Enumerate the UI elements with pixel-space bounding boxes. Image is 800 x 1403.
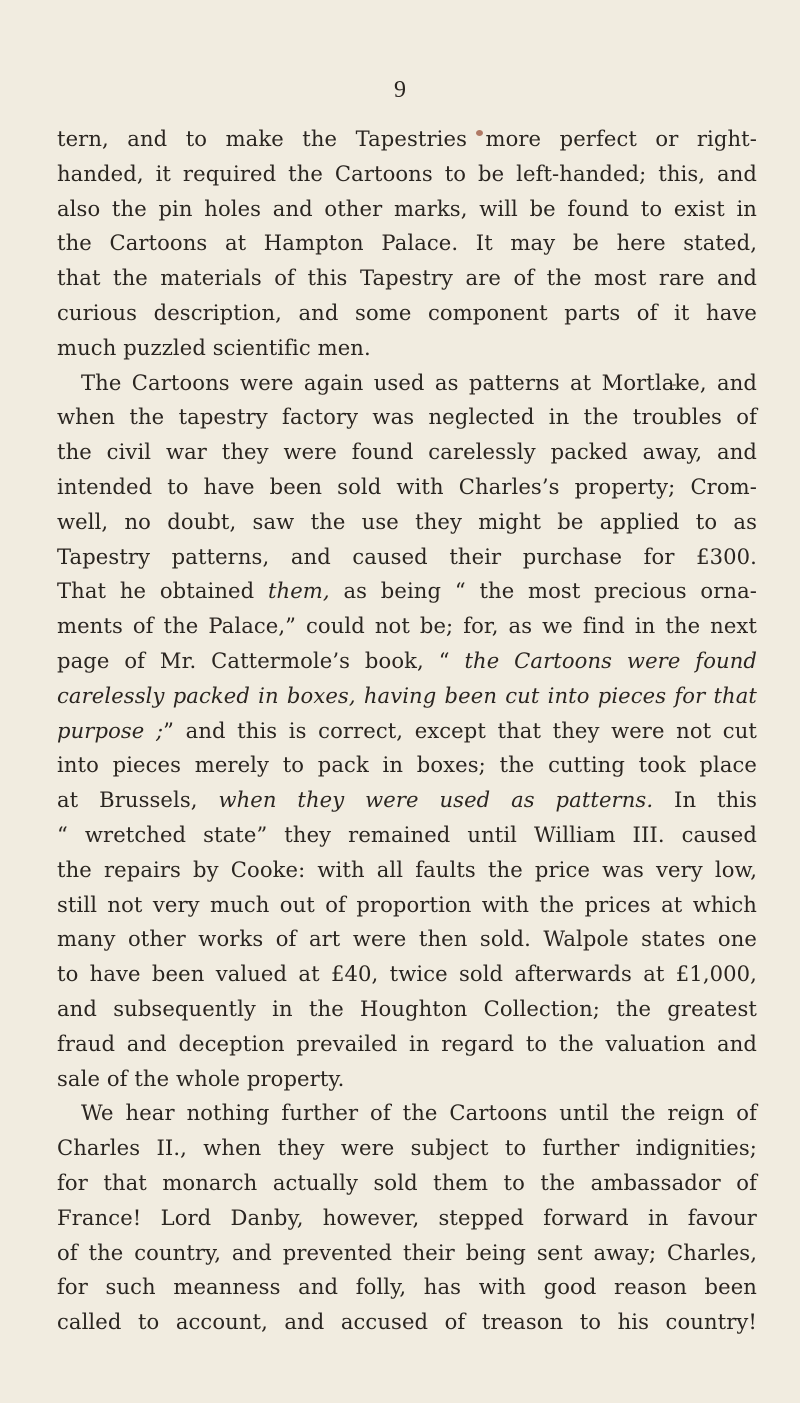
- text-line: purpose ;” and this is correct, except that they were not cut: [57, 717, 757, 743]
- text-line: France! Lord Danby, however, stepped forward in favour: [57, 1204, 757, 1230]
- text-line: also the pin holes and other marks, will be found to exist in: [57, 195, 757, 221]
- text-line: sale of the whole property.: [57, 1065, 345, 1091]
- text-line: for such meanness and folly, has with good reason been: [57, 1274, 757, 1300]
- text-line: the civil war they were found carelessly packed away, and: [57, 439, 757, 465]
- text-line: The Cartoons were again used as patterns at Mortlake, and: [81, 369, 757, 395]
- text-line: intended to have been sold with Charles’s property; Crom-: [57, 473, 757, 499]
- text-line: into pieces merely to pack in boxes; the cutting took place: [57, 752, 757, 778]
- text-line: to have been valued at £40, twice sold afterwards at £1,000,: [57, 961, 757, 987]
- text-line: much puzzled scientific men.: [57, 334, 371, 360]
- text-line: called to account, and accused of treason to his country!: [57, 1309, 757, 1335]
- text-line: That he obtained them, as being “ the most precious orna-: [57, 578, 757, 604]
- text-line: the Cartoons at Hampton Palace. It may be here stated,: [57, 230, 757, 256]
- text-line: for that monarch actually sold them to the ambassador of: [57, 1169, 757, 1195]
- text-line: carelessly packed in boxes, having been cut into pieces for that: [57, 682, 757, 708]
- text-line: ments of the Palace,” could not be; for, as we find in the next: [57, 613, 757, 639]
- text-line: of the country, and prevented their being sent away; Charles,: [57, 1239, 757, 1265]
- body-text: [57, 122, 757, 1340]
- text-line: that the materials of this Tapestry are of the most rare and: [57, 265, 757, 291]
- text-line: at Brussels, when they were used as patterns. In this: [57, 787, 758, 813]
- text-line: the repairs by Cooke: with all faults the price was very low,: [57, 856, 757, 882]
- text-line: well, no doubt, saw the use they might be applied to as: [57, 508, 757, 534]
- text-line: and subsequently in the Houghton Collection; the greatest: [57, 995, 757, 1021]
- text-line: many other works of art were then sold. Walpole states one: [57, 926, 757, 952]
- text-line: Charles II., when they were subject to further indignities;: [57, 1135, 757, 1161]
- page-number: 9: [394, 77, 406, 103]
- text-line: handed, it required the Cartoons to be left-handed; this, and: [57, 160, 757, 186]
- text-line: page of Mr. Cattermole’s book, “ the Cartoons were found: [57, 647, 757, 673]
- text-line: tern, and to make the Tapestries more perfect or right-: [57, 126, 757, 151]
- text-line: We hear nothing further of the Cartoons until the reign of: [81, 1100, 757, 1126]
- text-line: Tapestry patterns, and caused their purchase for £300.: [57, 543, 757, 569]
- text-line: still not very much out of proportion with the prices at which: [57, 891, 757, 917]
- text-line: “ wretched state” they remained until William III. caused: [57, 821, 757, 847]
- text-line: curious description, and some component parts of it have: [57, 299, 757, 325]
- text-line: when the tapestry factory was neglected in the troubles of: [57, 404, 757, 430]
- text-line: fraud and deception prevailed in regard to the valuation and: [57, 1030, 757, 1056]
